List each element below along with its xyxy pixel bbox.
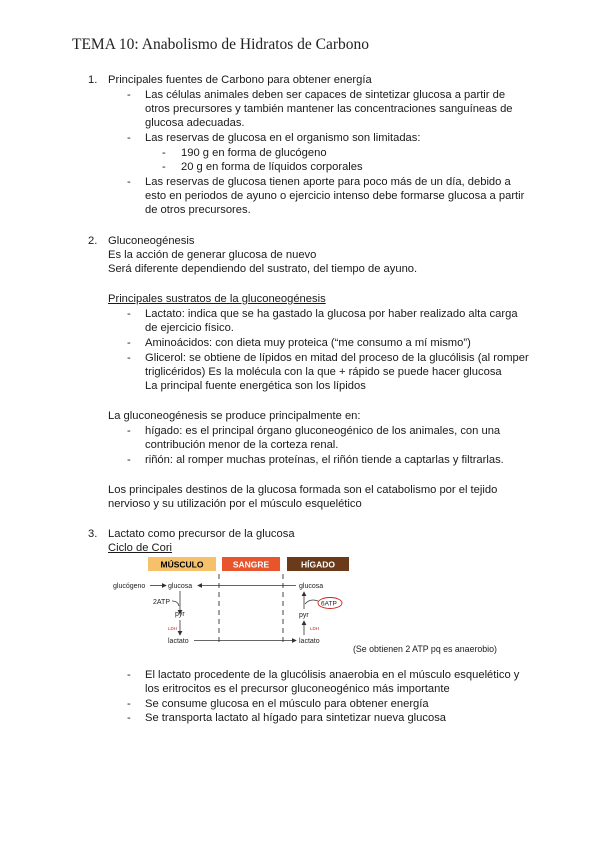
sangre-header-label: SANGRE [232, 559, 270, 570]
glicerol-line-3: La principal fuente energética son los lípidos [145, 380, 366, 392]
section-3-number: 3. [88, 528, 98, 540]
s1-bullet-1-line-3: glucosa adecuadas. [145, 117, 245, 129]
lactato-line-1: Lactato: indica que se ha gastado la glucosa por haber realizado alta carga [145, 308, 518, 320]
atp-curve-right [305, 600, 318, 604]
atp-left-label: 2ATP [153, 599, 170, 606]
s1-bullet-3-line-1: Las reservas de glucosa tienen aporte para poco más de un día, debido a [145, 176, 511, 188]
bullet-dash: - [127, 454, 131, 466]
section-1-number: 1. [88, 74, 98, 86]
anaerobic-atp-note: (Se obtienen 2 ATP pq es anaerobio) [353, 644, 497, 654]
s3-bullet-2: Se consume glucosa en el músculo para obtener energía [145, 698, 429, 710]
glicerol-line-2: triglicéridos) Es la molécula con la que + rápido se puede hacer glucosa [145, 366, 502, 378]
pyr-left-label: pyr [175, 611, 185, 618]
bullet-dash: - [127, 89, 131, 101]
bullet-dash: - [127, 712, 131, 724]
s1-bullet-1-line-2: otros precursores y también mantener las concentraciones sanguíneas de [145, 103, 513, 115]
s1-sub-bullet-1: 190 g en forma de glucógeno [181, 147, 327, 159]
higado-line-2: contribución menor de la corteza renal. [145, 439, 339, 451]
higado-header-label: HÍGADO [301, 559, 335, 570]
s3-bullet-1-line-1: El lactato procedente de la glucólisis anaerobia en el músculo esquelético y [145, 669, 520, 681]
musculo-header-label: MÚSCULO [160, 559, 204, 570]
section-3-heading: Lactato como precursor de la glucosa [108, 528, 295, 540]
ldh-right-label: LDH [310, 626, 320, 631]
bullet-dash: - [127, 337, 131, 349]
higado-line-1: hígado: es el principal órgano gluconeogénico de los animales, con una [145, 425, 501, 437]
sub-bullet-dash: - [162, 147, 166, 159]
bullet-dash: - [127, 698, 131, 710]
glucosa-left-label: glucosa [168, 583, 193, 590]
section-2-heading: Gluconeogénesis [108, 235, 195, 247]
bullet-dash: - [127, 352, 131, 364]
bullet-dash: - [127, 176, 131, 188]
cori-cycle-subtitle: Ciclo de Cori [108, 542, 173, 554]
rinon-line: riñón: al romper muchas proteínas, el riñón tiende a captarlas y filtrarlas. [145, 454, 504, 466]
s1-bullet-2: Las reservas de glucosa en el organismo son limitadas: [145, 132, 421, 144]
section-1-heading: Principales fuentes de Carbono para obtener energía [108, 74, 372, 86]
bullet-dash: - [127, 308, 131, 320]
s3-bullet-3: Se transporta lactato al hígado para sintetizar nueva glucosa [145, 712, 447, 724]
destinos-line-2: nervioso y su utilización por el músculo esquelético [108, 498, 362, 510]
page-title: TEMA 10: Anabolismo de Hidratos de Carbono [72, 36, 370, 53]
bullet-dash: - [127, 425, 131, 437]
glucosa-right-label: glucosa [299, 583, 324, 590]
s2-paragraph-2: Será diferente dependiendo del sustrato, del tiempo de ayuno. [108, 263, 418, 275]
section-2-number: 2. [88, 235, 98, 247]
s1-bullet-3-line-2: esto en periodos de ayuno o ejercicio intenso debe formarse glucosa a partir [145, 190, 525, 202]
sub-bullet-dash: - [162, 161, 166, 173]
s1-bullet-3-line-3: de otros precursores. [145, 204, 251, 216]
ldh-left-label: LDH [168, 626, 178, 631]
destinos-line-1: Los principales destinos de la glucosa formada son el catabolismo por el tejido [108, 484, 498, 496]
atp-curve-left [172, 601, 179, 606]
aminoacidos-line: Aminoácidos: con dieta muy proteica (“me consumo a mí mismo”) [145, 337, 471, 349]
bullet-dash: - [127, 132, 131, 144]
s1-sub-bullet-2: 20 g en forma de líquidos corporales [181, 161, 363, 173]
organs-intro: La gluconeogénesis se produce principalmente en: [108, 410, 361, 422]
pyr-right-label: pyr [299, 612, 309, 619]
s2-subtitle: Principales sustratos de la gluconeogénesis [108, 293, 326, 305]
glicerol-line-1: Glicerol: se obtiene de lípidos en mitad del proceso de la glucólisis (al romper [145, 352, 529, 364]
lactato-line-2: de ejercicio físico. [145, 322, 234, 334]
atp-right-label: 6ATP [321, 600, 337, 608]
lactato-right-label: lactato [299, 638, 320, 645]
lactato-left-label: lactato [168, 638, 189, 645]
s2-paragraph-1: Es la acción de generar glucosa de nuevo [108, 249, 317, 261]
s3-bullet-1-line-2: los eritrocitos es el precursor gluconeogénico más importante [145, 683, 450, 695]
bullet-dash: - [127, 669, 131, 681]
glucogeno-label: glucógeno [113, 583, 146, 590]
s1-bullet-1-line-1: Las células animales deben ser capaces de sintetizar glucosa a partir de [145, 89, 506, 101]
